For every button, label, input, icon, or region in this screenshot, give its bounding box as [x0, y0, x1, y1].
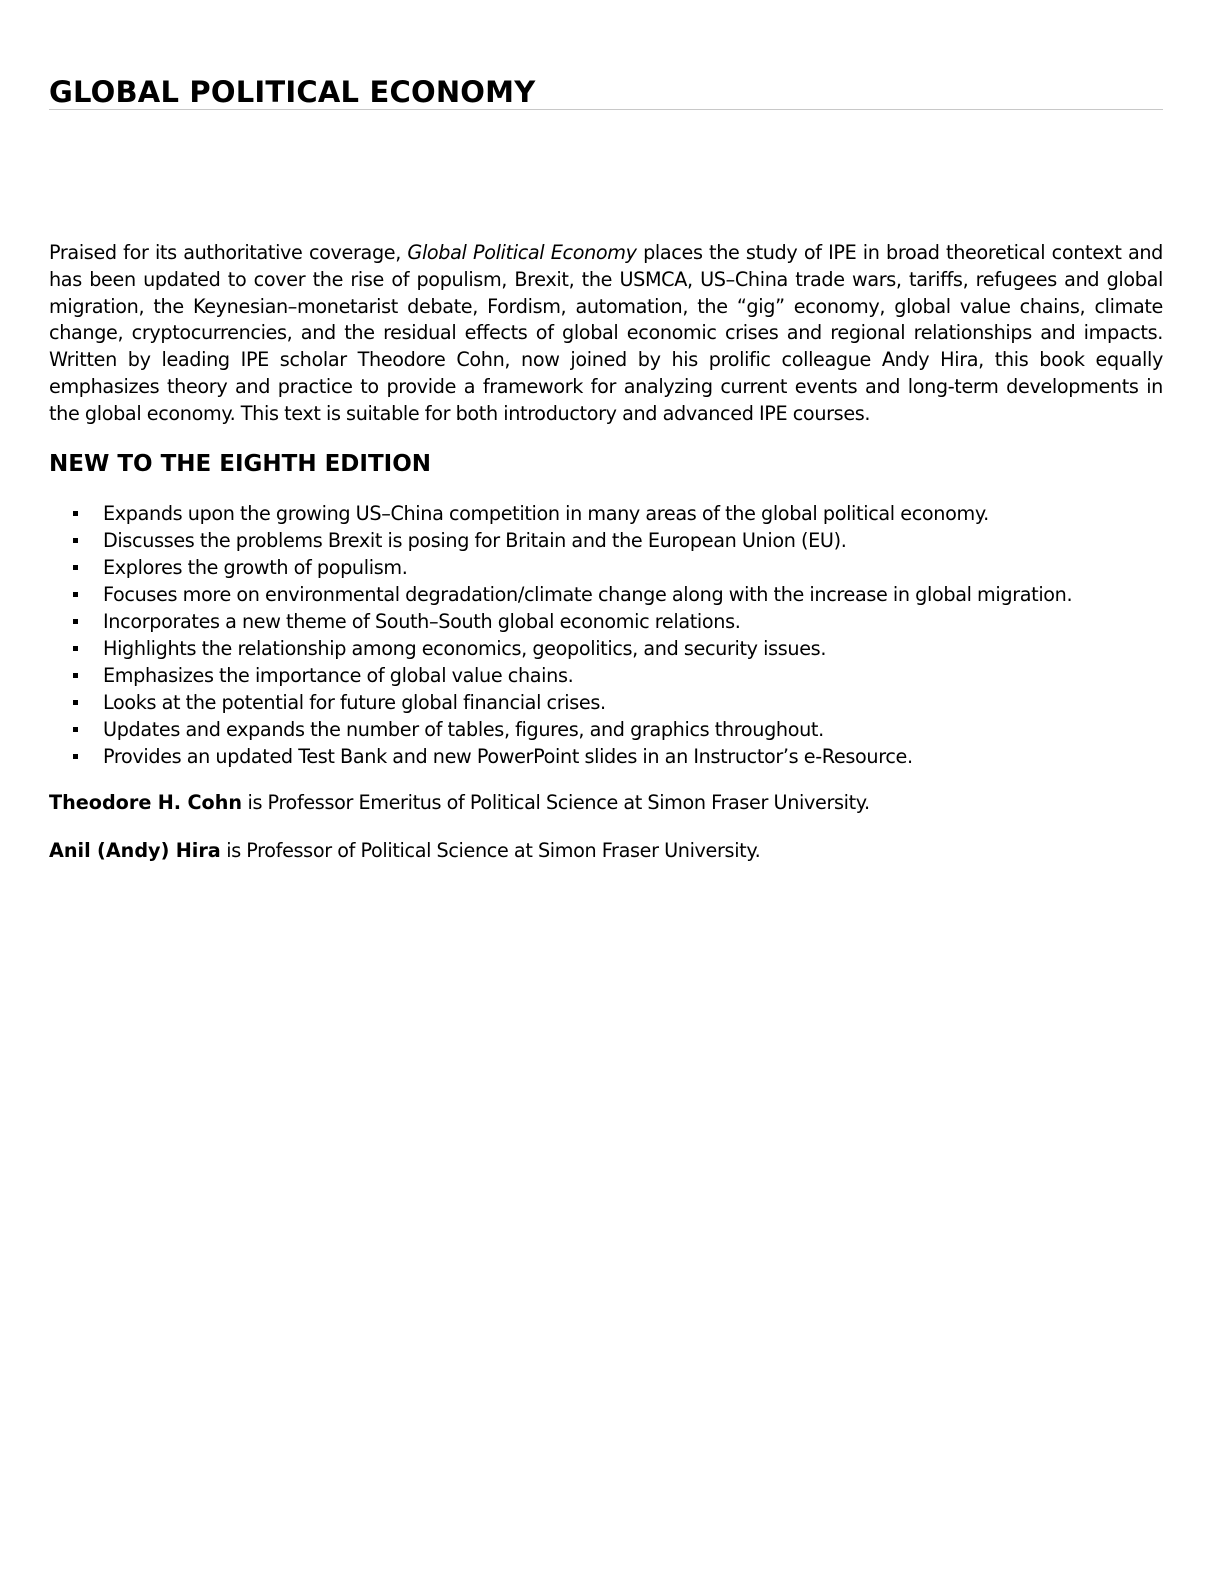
- list-item: [49, 554, 1163, 581]
- author-bio-hira: [49, 838, 760, 864]
- bullet-icon: [73, 538, 78, 543]
- author-description: is Professor of Political Science at Simon Fraser University.: [220, 839, 761, 862]
- list-item: [49, 716, 1163, 743]
- list-item-text: Highlights the relationship among economics, geopolitics, and security issues.: [103, 637, 827, 660]
- bullet-icon: [73, 673, 78, 678]
- new-edition-list: [49, 500, 1163, 770]
- author-name: Anil (Andy) Hira: [49, 839, 221, 862]
- list-item-text: Discusses the problems Brexit is posing for Britain and the European Union (EU).: [103, 529, 847, 552]
- author-name: Theodore H. Cohn: [49, 791, 243, 814]
- list-item-text: Looks at the potential for future global financial crises.: [103, 691, 606, 714]
- title-divider: [49, 109, 1163, 110]
- bullet-icon: [73, 565, 78, 570]
- bullet-icon: [73, 619, 78, 624]
- bullet-icon: [73, 646, 78, 651]
- list-item: [49, 581, 1163, 608]
- list-item: [49, 743, 1163, 770]
- book-title-italic: Global Political Economy: [407, 241, 637, 264]
- list-item: [49, 527, 1163, 554]
- list-item-text: Provides an updated Test Bank and new PowerPoint slides in an Instructor’s e-Resource.: [103, 745, 913, 768]
- author-bio-cohn: [49, 790, 870, 816]
- description-body: places the study of IPE in broad theoretical context and has been updated to cover the rise of populism, Brexit, the USMCA, US–China trade wars, tariffs, refugees and global migration, the Keynesian–monetarist debate, Fordism, automation, the “gig” economy, global value chains, climate change, cryptocurrencies, and the residual effects of global economic crises and regional relationships and impacts. Written by leading IPE scholar Theodore Cohn, now joined by his prolific colleague Andy Hira, this book equally emphasizes theory and practice to provide a framework for analyzing current events and long-term developments in the global economy. This text is suitable for both introductory and advanced IPE courses.: [49, 241, 1163, 425]
- author-description: is Professor Emeritus of Political Science at Simon Fraser University.: [242, 791, 870, 814]
- list-item-text: Emphasizes the importance of global value chains.: [103, 664, 574, 687]
- new-edition-heading: NEW TO THE EIGHTH EDITION: [49, 451, 431, 477]
- list-item-text: Focuses more on environmental degradation/climate change along with the increase in global migration.: [103, 583, 1073, 606]
- description-intro: Praised for its authoritative coverage,: [49, 241, 408, 264]
- bullet-icon: [73, 727, 78, 732]
- list-item: [49, 689, 1163, 716]
- bullet-icon: [73, 592, 78, 597]
- list-item: [49, 608, 1163, 635]
- list-item: [49, 662, 1163, 689]
- page-title: GLOBAL POLITICAL ECONOMY: [49, 75, 536, 109]
- list-item: [49, 635, 1163, 662]
- list-item-text: Incorporates a new theme of South–South global economic relations.: [103, 610, 741, 633]
- list-item-text: Explores the growth of populism.: [103, 556, 408, 579]
- bullet-icon: [73, 754, 78, 759]
- list-item: [49, 500, 1163, 527]
- list-item-text: Updates and expands the number of tables, figures, and graphics throughout.: [103, 718, 824, 741]
- bullet-icon: [73, 511, 78, 516]
- bullet-icon: [73, 700, 78, 705]
- list-item-text: Expands upon the growing US–China competition in many areas of the global political economy.: [103, 502, 989, 525]
- book-description: [49, 240, 1163, 428]
